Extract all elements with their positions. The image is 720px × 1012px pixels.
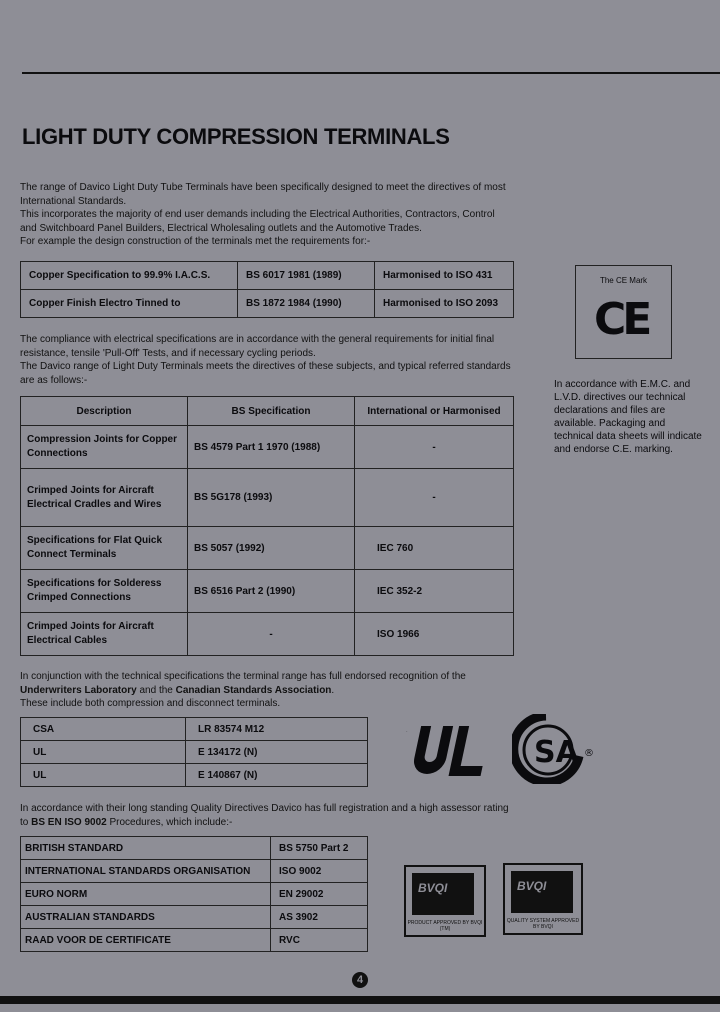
spec-description: Crimped Joints for Aircraft Electrical Cables — [21, 613, 188, 656]
bvqi-caption: PRODUCT APPROVED BY BVQI (TM) — [407, 920, 483, 932]
quality-paragraph — [20, 802, 510, 829]
col-header-bs: BS Specification — [188, 397, 355, 426]
intro-line-3: For example the design construction of the terminals met the requirements for:- — [20, 236, 371, 247]
ce-mark-box — [575, 265, 672, 359]
top-rule — [22, 72, 720, 74]
csa-letters: SA — [534, 735, 579, 770]
quality-body: BRITISH STANDARD — [21, 837, 271, 860]
quality-table — [20, 836, 368, 952]
quality-standard: BS EN ISO 9002 — [31, 816, 107, 828]
recognition-intro: In conjunction with the technical specifications the terminal range has full endorsed recognition of the — [20, 671, 466, 682]
recognition-body: CSA — [21, 718, 186, 741]
standards-table — [20, 396, 514, 656]
compliance-paragraph — [20, 333, 514, 387]
bvqi-product-logo — [404, 865, 486, 937]
quality-body: INTERNATIONAL STANDARDS ORGANISATION — [21, 860, 271, 883]
spec-description: Specifications for Flat Quick Connect Terminals — [21, 527, 188, 570]
bvqi-caption: QUALITY SYSTEM APPROVED BY BVQI — [506, 918, 580, 930]
table-row — [21, 262, 514, 290]
quality-body: AUSTRALIAN STANDARDS — [21, 906, 271, 929]
bvqi-panel — [412, 873, 474, 915]
quality-intro: In accordance with their long standing Quality Directives Davico has full registration and a high assessor rating to — [20, 803, 509, 828]
recognition-ref: LR 83574 M12 — [186, 718, 368, 741]
table-row — [21, 613, 514, 656]
quality-body: EURO NORM — [21, 883, 271, 906]
spec-bs: - — [188, 613, 355, 656]
recognition-and: and the — [139, 684, 173, 696]
spec-description: Compression Joints for Copper Connections — [21, 426, 188, 469]
spec-description: Specifications for Solderess Crimped Connections — [21, 570, 188, 613]
quality-code: AS 3902 — [271, 906, 368, 929]
recognition-table — [20, 717, 368, 787]
req-bs: BS 1872 1984 (1990) — [238, 290, 375, 318]
req-iso: Harmonised to ISO 431 — [375, 262, 514, 290]
spec-description: Crimped Joints for Aircraft Electrical Cradles and Wires — [21, 469, 188, 527]
table-row — [21, 570, 514, 613]
spec-intl: IEC 352-2 — [355, 570, 514, 613]
compliance-line-2: The Davico range of Light Duty Terminals meets the directives of these subjects, and typical referred standards are as follows:- — [20, 361, 511, 386]
recognition-paragraph — [20, 670, 520, 711]
ce-caption: The CE Mark — [599, 276, 648, 285]
recognition-end: . — [331, 684, 335, 696]
spec-intl: - — [355, 469, 514, 527]
ce-logo: CE — [594, 294, 649, 345]
intro-line-2: This incorporates the majority of end user demands including the Electrical Authorities, Contractors, Control and Switchboard Panel Builders, Electrical Wholesaling outlets and the Automotive Trades. — [20, 209, 495, 234]
bottom-rule — [0, 996, 720, 1004]
page-title: LIGHT DUTY COMPRESSION TERMINALS — [22, 124, 450, 149]
table-row — [21, 741, 368, 764]
quality-code: ISO 9002 — [271, 860, 368, 883]
page-number: 4 — [352, 972, 368, 988]
bvqi-quality-logo — [503, 863, 583, 935]
table-row — [21, 718, 368, 741]
ul-text: UL — [406, 732, 408, 733]
spec-bs: BS 6516 Part 2 (1990) — [188, 570, 355, 613]
csa-registered: ® — [584, 748, 594, 759]
recognition-ref: E 140867 (N) — [186, 764, 368, 787]
recognition-note: These include both compression and disconnect terminals. — [20, 698, 281, 709]
recognition-ref: E 134172 (N) — [186, 741, 368, 764]
table-row — [21, 764, 368, 787]
req-iso: Harmonised to ISO 2093 — [375, 290, 514, 318]
bvqi-mark: BVQI — [517, 879, 547, 893]
table-row — [21, 837, 368, 860]
ul-name: Underwriters Laboratory — [20, 684, 137, 696]
quality-code: BS 5750 Part 2 — [271, 837, 368, 860]
spec-intl: - — [355, 426, 514, 469]
req-spec: Copper Finish Electro Tinned to — [21, 290, 238, 318]
quality-text — [20, 802, 510, 829]
bvqi-panel — [511, 871, 573, 913]
compliance-line-1: The compliance with electrical specifications are in accordance with the general requirements for initial final resistance, tensile 'Pull-Off' Tests, and if necessary cycling periods. — [20, 334, 495, 359]
table-row — [21, 527, 514, 570]
requirements-table — [20, 261, 514, 318]
csa-name: Canadian Standards Association — [175, 684, 332, 696]
spec-bs: BS 5057 (1992) — [188, 527, 355, 570]
col-header-intl: International or Harmonised — [355, 397, 514, 426]
intro-paragraph — [20, 181, 514, 249]
table-row — [21, 290, 514, 318]
table-row — [21, 860, 368, 883]
intro-line-1: The range of Davico Light Duty Tube Terminals have been specifically designed to meet the directives of most International Standards. — [20, 182, 506, 207]
table-row — [21, 426, 514, 469]
spec-intl: IEC 760 — [355, 527, 514, 570]
req-spec: Copper Specification to 99.9% I.A.C.S. — [21, 262, 238, 290]
spec-bs: BS 5G178 (1993) — [188, 469, 355, 527]
recognition-body: UL — [21, 764, 186, 787]
table-row — [21, 469, 514, 527]
recognition-text — [20, 670, 520, 697]
recognition-body: UL — [21, 741, 186, 764]
col-header-description: Description — [21, 397, 188, 426]
bvqi-mark: BVQI — [418, 881, 448, 895]
table-row — [21, 906, 368, 929]
table-row — [21, 883, 368, 906]
spec-bs: BS 4579 Part 1 1970 (1988) — [188, 426, 355, 469]
ul-logo — [404, 722, 498, 780]
quality-code: RVC — [271, 929, 368, 952]
spec-intl: ISO 1966 — [355, 613, 514, 656]
quality-code: EN 29002 — [271, 883, 368, 906]
table-row — [21, 929, 368, 952]
quality-after: Procedures, which include:- — [109, 816, 233, 828]
quality-body: RAAD VOOR DE CERTIFICATE — [21, 929, 271, 952]
csa-logo — [512, 714, 596, 784]
table-header-row — [21, 397, 514, 426]
ce-note: In accordance with E.M.C. and L.V.D. directives our technical declarations and files are available. Packaging and technical data sheets will indicate and endorse C.E. marking. — [554, 379, 702, 455]
req-bs: BS 6017 1981 (1989) — [238, 262, 375, 290]
